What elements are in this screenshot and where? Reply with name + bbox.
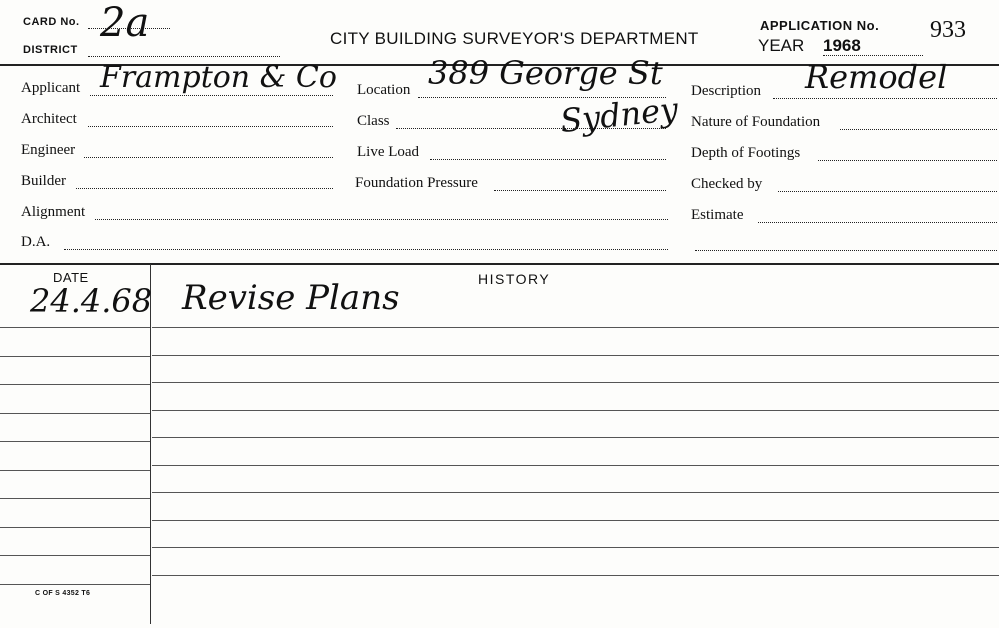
date-rule-line (0, 584, 150, 585)
live-load-label: Live Load (357, 144, 420, 160)
date-rule-line (0, 384, 150, 385)
card-no-label: CARD No. (23, 16, 80, 28)
engineer-label: Engineer (21, 142, 76, 158)
foundation-pressure-line (494, 190, 666, 191)
history-header: HISTORY (478, 271, 551, 287)
extra-right-line (695, 250, 997, 251)
nature-of-foundation-line (840, 129, 997, 130)
history-rule-line (152, 575, 999, 576)
location-label: Location (357, 82, 411, 98)
date-rule-line (0, 327, 150, 328)
history-rule-line (152, 520, 999, 521)
builder-line (76, 188, 333, 189)
description-value: Remodel (805, 58, 948, 96)
architect-line (88, 126, 333, 127)
applicant-value: Frampton & Co (100, 60, 337, 95)
nature-of-foundation-label: Nature of Foundation (691, 114, 821, 130)
description-label: Description (691, 83, 761, 99)
history-rule-line (152, 382, 999, 383)
date-rule-line (0, 527, 150, 528)
estimate-label: Estimate (691, 207, 744, 223)
form-code: C OF S 4352 T6 (35, 590, 91, 597)
builder-label: Builder (21, 173, 66, 189)
class-line (396, 128, 666, 129)
card-no-value: 2a (100, 0, 150, 46)
district-label: DISTRICT (23, 44, 78, 56)
date-rule-line (0, 441, 150, 442)
date-header: DATE (53, 270, 89, 285)
year-value: 1968 (823, 36, 861, 55)
history-rule-line (152, 355, 999, 356)
class-label: Class (357, 113, 390, 129)
year-line (823, 55, 923, 56)
checked-by-label: Checked by (691, 176, 763, 192)
history-rule-line (152, 437, 999, 438)
district-line (88, 56, 280, 57)
da-line (64, 249, 668, 250)
history-entry: Revise Plans (182, 278, 400, 318)
year-label: YEAR (758, 36, 805, 55)
checked-by-line (778, 191, 997, 192)
history-rule-line (152, 492, 999, 493)
history-date: 24.4.68 (30, 282, 153, 320)
applicant-line (90, 95, 333, 96)
history-rule-line (152, 547, 999, 548)
description-line (773, 98, 997, 99)
date-rule-line (0, 498, 150, 499)
history-rule-line (152, 410, 999, 411)
date-rule-line (0, 555, 150, 556)
department-title: CITY BUILDING SURVEYOR'S DEPARTMENT (330, 29, 699, 48)
location-value-line2: Sydney (558, 89, 680, 141)
live-load-line (430, 159, 666, 160)
application-number: 933 (930, 17, 966, 43)
date-rule-line (0, 470, 150, 471)
application-label: APPLICATION No. (760, 18, 880, 33)
location-value-line1: 389 George St (428, 54, 663, 92)
depth-of-footings-label: Depth of Footings (691, 145, 801, 161)
history-rule-line (152, 465, 999, 466)
depth-of-footings-line (818, 160, 997, 161)
architect-label: Architect (21, 111, 77, 127)
alignment-line (95, 219, 668, 220)
date-rule-line (0, 413, 150, 414)
foundation-pressure-label: Foundation Pressure (355, 175, 478, 191)
estimate-line (758, 222, 997, 223)
applicant-label: Applicant (21, 80, 81, 96)
date-rule-line (0, 356, 150, 357)
engineer-line (84, 157, 333, 158)
da-label: D.A. (21, 234, 51, 250)
alignment-label: Alignment (21, 204, 86, 220)
history-rule-line (152, 327, 999, 328)
